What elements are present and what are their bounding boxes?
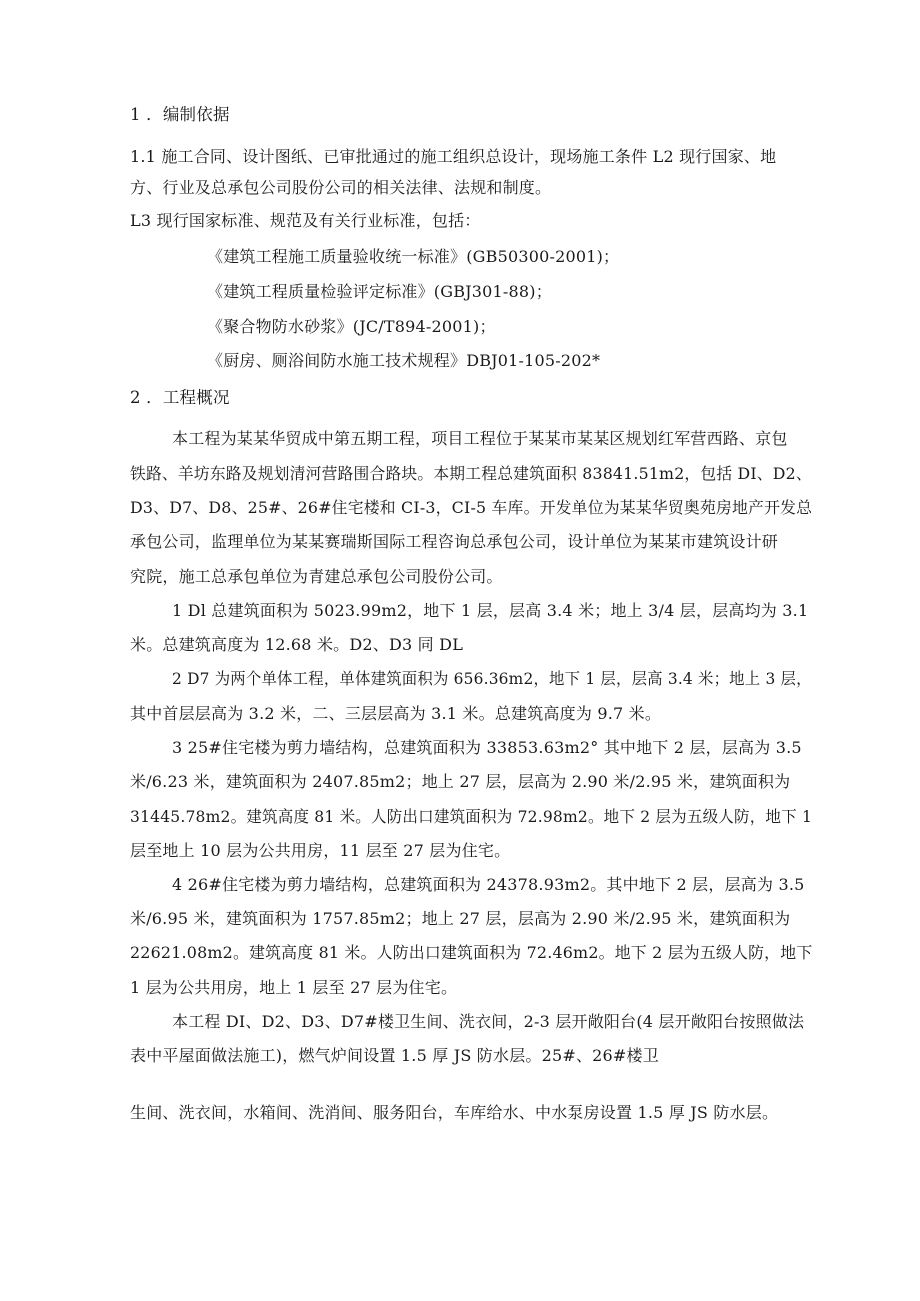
paragraph-line: 究院，施工总承包单位为青建总承包公司股份公司。 xyxy=(130,567,503,586)
paragraph-line: 米/6.23 米，建筑面积为 2407.85m2；地上 27 层，层高为 2.90 米/2.95 米，建筑面积为 xyxy=(130,772,791,791)
paragraph-line: 米/6.95 米，建筑面积为 1757.85m2；地上 27 层，层高为 2.90 米/2.95 米，建筑面积为 xyxy=(130,909,791,928)
paragraph-line: 承包公司，监理单位为某某赛瑞斯国际工程咨询总承包公司，设计单位为某某市建筑设计研 xyxy=(130,532,779,551)
paragraph-line: 生间、洗衣间，水箱间、洗消间、服务阳台，车库给水、中水泵房设置 1.5 厚 JS 防水层。 xyxy=(130,1103,779,1122)
paragraph-line: 31445.78m2。建筑高度 81 米。人防出口建筑面积为 72.98m2。地下 2 层为五级人防，地下 1 xyxy=(130,807,813,826)
paragraph-line: 方、行业及总承包公司股份公司的相关法律、法规和制度。 xyxy=(130,178,552,197)
standard-item: 《聚合物防水砂浆》(JC/T894-2001)； xyxy=(207,317,496,336)
section1-heading: 1 ．编制依据 xyxy=(130,105,230,124)
paragraph-line: 1 层为公共用房，地上 1 层至 27 层为住宅。 xyxy=(130,978,458,997)
section2-heading: 2 ．工程概况 xyxy=(130,388,230,407)
paragraph-line: 1.1 施工合同、设计图纸、已审批通过的施工组织总设计，现场施工条件 L2 现行国家、地 xyxy=(130,147,777,166)
paragraph-line: 4 26#住宅楼为剪力墙结构，总建筑面积为 24378.93m2。其中地下 2 层，层高为 3.5 xyxy=(172,875,805,894)
standard-item: 《建筑工程施工质量验收统一标准》(GB50300-2001)； xyxy=(207,247,620,266)
standard-item: 《建筑工程质量检验评定标准》(GBJ301-88)； xyxy=(207,282,552,301)
paragraph-line: L3 现行国家标准、规范及有关行业标准，包括： xyxy=(130,211,481,230)
paragraph-line: 其中首层层高为 3.2 米，二、三层层高为 3.1 米。总建筑高度为 9.7 米。 xyxy=(130,704,662,723)
paragraph-line: 3 25#住宅楼为剪力墙结构，总建筑面积为 33853.63m2° 其中地下 2 层，层高为 3.5 xyxy=(172,738,802,757)
paragraph-line: 层至地上 10 层为公共用房，11 层至 27 层为住宅。 xyxy=(130,841,511,860)
paragraph-line: 本工程 DI、D2、D3、D7#楼卫生间、洗衣间，2-3 层开敞阳台(4 层开敞阳台按照做法 xyxy=(172,1012,805,1031)
paragraph-line: 表中平屋面做法施工)，燃气炉间设置 1.5 厚 JS 防水层。25#、26#楼卫 xyxy=(130,1046,659,1065)
paragraph-line: D3、D7、D8、25#、26#住宅楼和 CI-3，CI-5 车库。开发单位为某某华贸奥苑房地产开发总 xyxy=(130,498,813,517)
paragraph-line: 1 Dl 总建筑面积为 5023.99m2，地下 1 层，层高 3.4 米；地上 3/4 层，层高均为 3.1 xyxy=(172,601,809,620)
paragraph-line: 铁路、羊坊东路及规划清河营路围合路块。本期工程总建筑面积 83841.51m2，包括 DI、D2、 xyxy=(130,464,812,483)
paragraph-line: 米。总建筑高度为 12.68 米。D2、D3 同 DL xyxy=(130,635,464,654)
paragraph-line: 2 D7 为两个单体工程，单体建筑面积为 656.36m2，地下 1 层，层高 3.4 米；地上 3 层， xyxy=(172,669,812,688)
paragraph-line: 本工程为某某华贸成中第五期工程，项目工程位于某某市某某区规划红军营西路、京包 xyxy=(172,429,788,448)
paragraph-line: 22621.08m2。建筑高度 81 米。人防出口建筑面积为 72.46m2。地下 2 层为五级人防，地下 xyxy=(130,943,813,962)
standard-item: 《厨房、厕浴间防水施工技术规程》DBJ01-105-202* xyxy=(207,351,601,370)
